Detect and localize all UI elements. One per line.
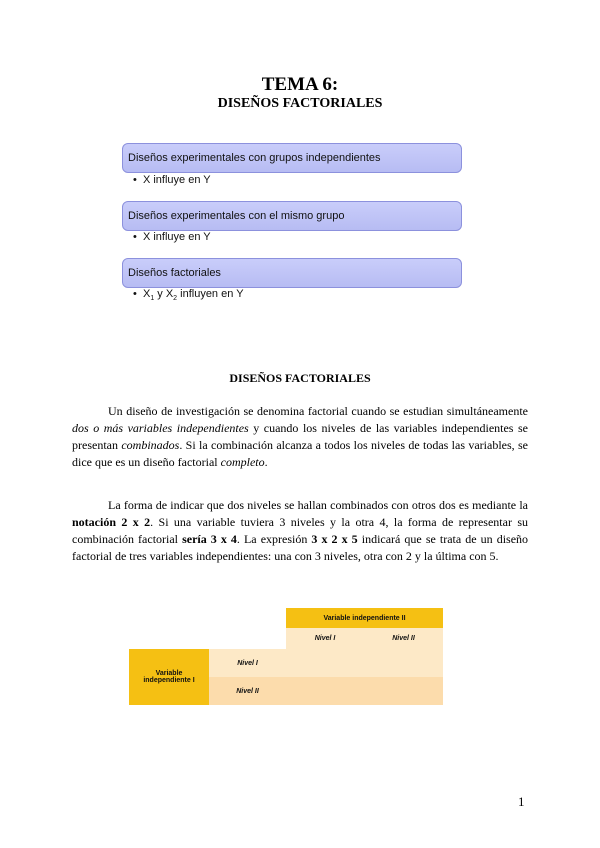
diagram-bullet-independent-groups: • X influye en Y <box>133 174 211 186</box>
table-column-variable: Variable independiente II <box>286 608 443 628</box>
table-cell <box>364 649 443 677</box>
table-row-variable: Variable independiente I <box>129 649 209 705</box>
diagram-bullet-same-group: • X influye en Y <box>133 231 211 243</box>
page-title: TEMA 6: <box>261 74 339 95</box>
factorial-table <box>129 608 443 705</box>
table-cell <box>286 649 364 677</box>
table-row-level-2: Nivel II <box>209 677 286 705</box>
section-title: DISEÑOS FACTORIALES <box>229 371 371 385</box>
diagram-box-same-group: Diseños experimentales con el mismo grupo <box>122 201 462 231</box>
table-column-level-2: Nivel II <box>364 628 443 649</box>
table-row-level-1: Nivel I <box>209 649 286 677</box>
page-subtitle: DISEÑOS FACTORIALES <box>217 96 383 111</box>
table-cell <box>286 677 364 705</box>
paragraph-notation: La forma de indicar que dos niveles se hallan combinados con otros dos es mediante la notación 2 x 2. Si una variable tuviera 3 niveles y la otra 4, la forma de representar su combinación factorial sería 3 x 4. La expresión 3 x 2 x 5 indicará que se trata de un diseño factorial de tres variables independientes: una con 3 niveles, otra con 2 y la última con 5. <box>72 498 529 563</box>
paragraph-definition: Un diseño de investigación se denomina factorial cuando se estudian simultáneamente dos o más variables independientes y cuando los niveles de las variables independientes se presentan combinados. Si la combinación alcanza a todos los niveles de todas las variables, se dice que es un diseño factorial completo. <box>72 404 529 469</box>
page-number: 1 <box>518 794 525 809</box>
table-cell <box>364 677 443 705</box>
diagram-bullet-factorial: • $X_1$ y $X_2$ influyen en Y <box>133 288 244 303</box>
diagram-box-factorial: Diseños factoriales <box>122 258 462 288</box>
diagram-box-independent-groups: Diseños experimentales con grupos independientes <box>122 143 462 173</box>
table-column-level-1: Nivel I <box>286 628 364 649</box>
